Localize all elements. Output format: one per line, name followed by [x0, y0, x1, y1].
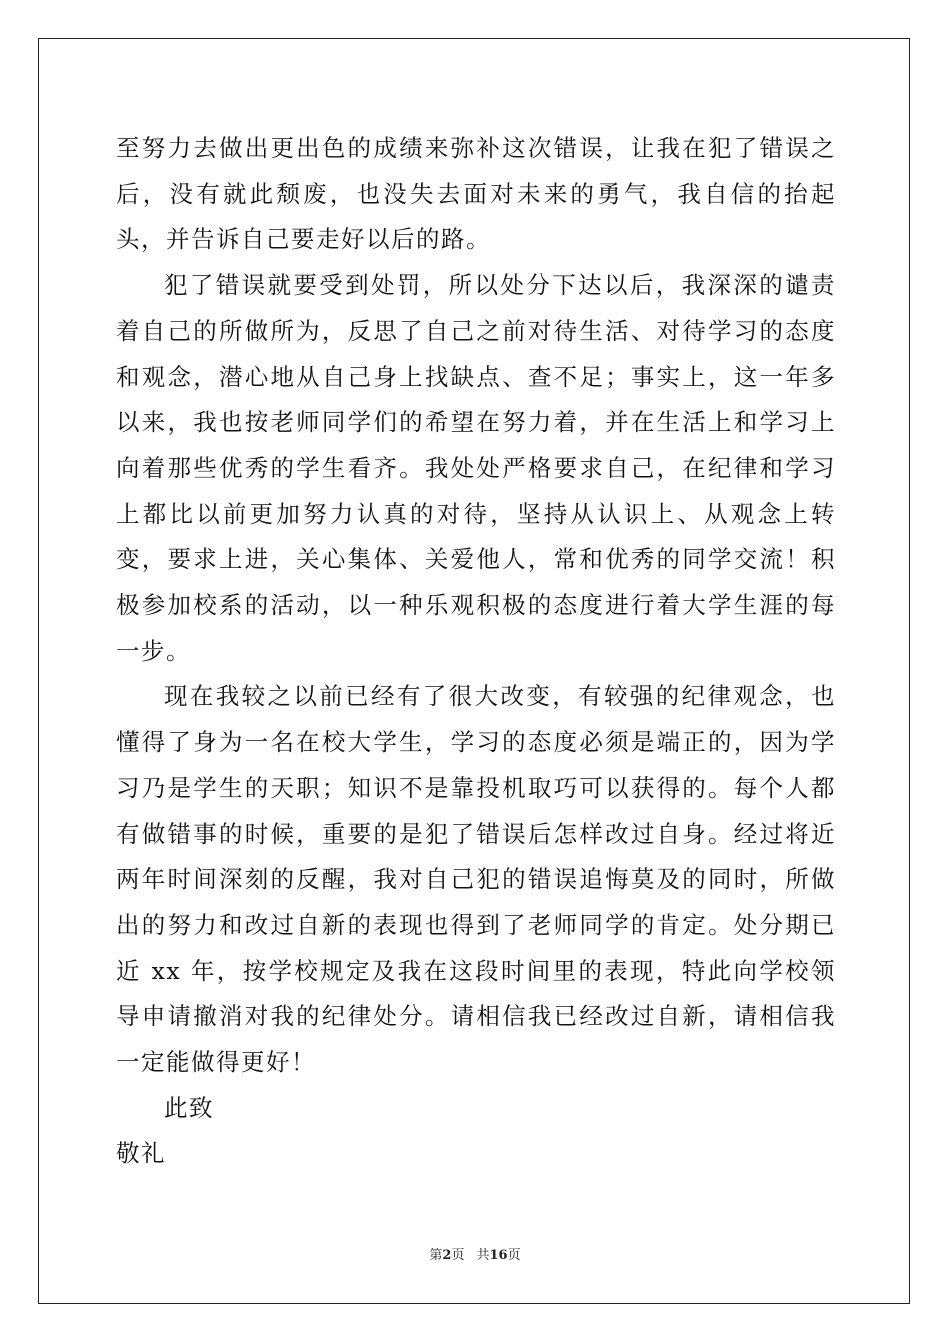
page-footer	[0, 1246, 950, 1266]
paragraph-continued: 至努力去做出更出色的成绩来弥补这次错误，让我在犯了错误之后，没有就此颓废，也没失去面对未来的勇气，我自信的抬起头，并告诉自己要走好以后的路。	[116, 134, 836, 254]
letter-body	[116, 126, 836, 1177]
page-number: 2	[442, 1248, 452, 1263]
salutation: 敬礼	[116, 1139, 166, 1168]
page-suffix: 页	[451, 1248, 465, 1263]
paragraph-change: 现在我较之以前已经有了很大改变，有较强的纪律观念，也懂得了身为一名在校大学生，学习的态度必须是端正的，因为学习乃是学生的天职；知识不是靠投机取巧可以获得的。每个人都有做错事的时候，重要的是犯了错误后怎样改过自身。经过将近两年时间深刻的反醒，我对自己犯的错误追悔莫及的同时，所做出的努力和改过自新的表现也得到了老师同学的肯定。处分期已近 xx 年，按学校规定及我在这段时间里的表现，特此向学校领导申请撤消对我的纪律处分。请相信我已经改过自新，请相信我一定能做得更好！	[116, 682, 836, 1077]
closing-phrase: 此致	[164, 1093, 214, 1122]
total-suffix: 页	[507, 1248, 521, 1263]
page-prefix: 第	[429, 1248, 443, 1263]
paragraph-punishment: 犯了错误就要受到处罚，所以处分下达以后，我深深的谴责着自己的所做所为，反思了自己之前对待生活、对待学习的态度和观念，潜心地从自己身上找缺点、查不足；事实上，这一年多以来，我也按老师同学们的希望在努力着，并在生活上和学习上向着那些优秀的学生看齐。我处处严格要求自己，在纪律和学习上都比以前更加努力认真的对待，坚持从认识上、从观念上转变，要求上进，关心集体、关爱他人，常和优秀的同学交流！积极参加校系的活动，以一种乐观积极的态度进行着大学生涯的每一步。	[116, 271, 836, 665]
total-pages: 16	[489, 1248, 508, 1263]
total-prefix: 共	[476, 1248, 490, 1263]
